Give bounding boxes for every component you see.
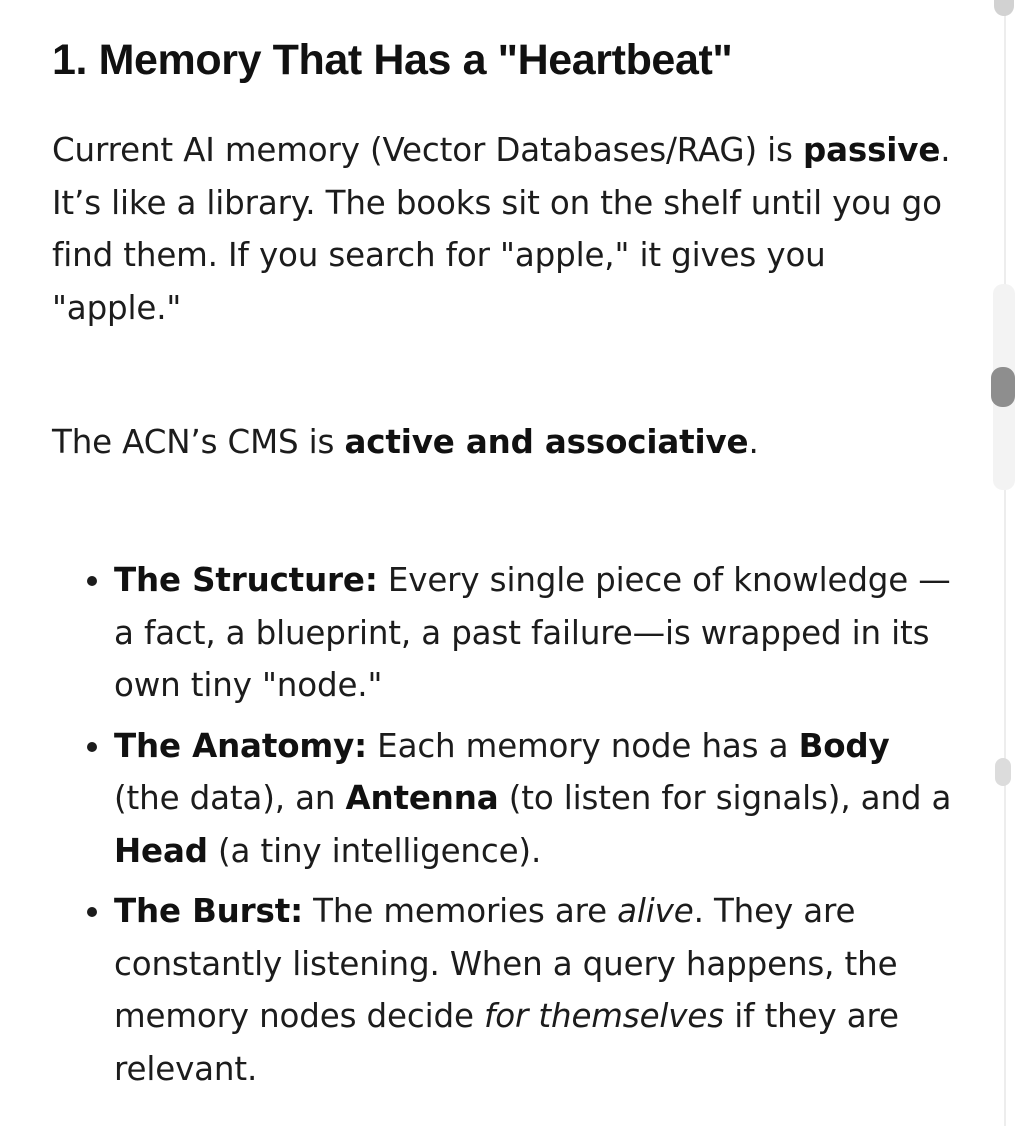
paragraph-current-ai-memory: [52, 124, 952, 334]
scrollbar-track[interactable]: [1004, 0, 1006, 1126]
bullet-text-structure: Every single piece of knowledge —a fact, a blueprint, a past failure—is wrapped in its own tiny "node.": [114, 561, 951, 704]
list-item-structure: [114, 554, 964, 712]
para2-bold-active: active and associative: [344, 423, 749, 461]
para1-bold-passive: passive: [803, 131, 941, 169]
anatomy-bold-antenna: Antenna: [345, 779, 499, 817]
para1-text-1: Current AI memory (Vector Databases/RAG) is: [52, 131, 804, 169]
para2-text-1: The ACN’s CMS is: [52, 423, 345, 461]
anatomy-text-1: Each memory node has a: [367, 726, 799, 765]
para2-text-2: .: [748, 423, 759, 461]
anatomy-text-2: (the data), an: [114, 779, 346, 817]
burst-italic-themselves: for themselves: [483, 997, 725, 1035]
burst-text-2: . They are constantly listening. When a query happens, the memory nodes decide: [114, 892, 898, 1035]
bullet-label-anatomy: The Anatomy:: [114, 726, 367, 765]
list-item-burst: [114, 885, 964, 1095]
burst-italic-alive: alive: [617, 892, 694, 930]
bullet-label-structure: The Structure:: [114, 561, 378, 599]
anatomy-bold-body: Body: [798, 726, 890, 765]
paragraph-acn-cms: [52, 416, 952, 469]
para1-text-2: . It’s like a library. The books sit on the shelf until you go find them. If you search for "apple," it gives you "apple.": [52, 131, 951, 327]
list-item-anatomy: [114, 720, 964, 878]
bullet-list: [52, 554, 964, 1103]
burst-text-3: if they are relevant.: [114, 997, 899, 1088]
anatomy-bold-head: Head: [114, 831, 208, 870]
section-heading: 1. Memory That Has a "Heartbeat": [52, 36, 733, 84]
scrollbar-top-cap[interactable]: [994, 0, 1014, 16]
anatomy-text-3: (to listen for signals), and a: [498, 779, 952, 817]
burst-text-1: The memories are: [302, 892, 618, 930]
scrollbar-thumb[interactable]: [991, 367, 1015, 407]
bullet-label-burst: The Burst:: [114, 892, 303, 930]
scrollbar-marker[interactable]: [995, 758, 1011, 786]
anatomy-text-4: (a tiny intelligence).: [207, 831, 542, 870]
